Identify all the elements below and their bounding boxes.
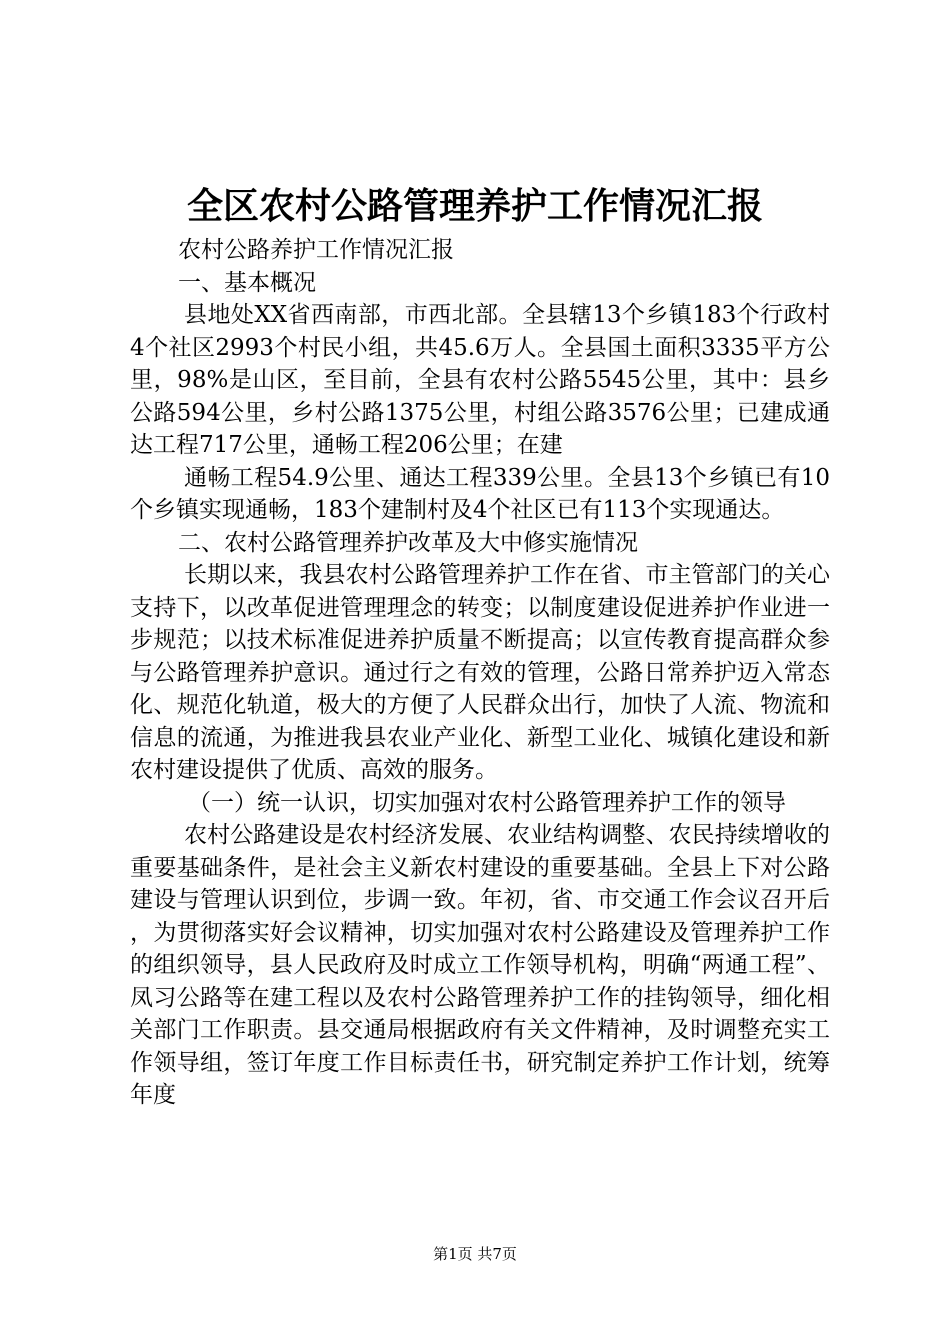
document-body xyxy=(130,234,830,1112)
paragraph-subtitle: 农村公路养护工作情况汇报 xyxy=(178,237,454,263)
document-title: 全区农村公路管理养护工作情况汇报 xyxy=(186,185,763,227)
paragraph-overview: 县地处XX省西南部，市西北部。全县辖13个乡镇183个行政村4个社区2993个村民小组，共45.6万人。全县国土面积3335平方公里，98%是山区，至目前，全县有农村公路5545公里，其中：县乡公路594公里，乡村公路1375公里，村组公路3576公里；已建成通达工程717公里，通畅工程206公里；在建 xyxy=(130,302,830,458)
page-footer: 第1页 共7页 xyxy=(433,1245,517,1263)
paragraph-leadership: 农村公路建设是农村经济发展、农业结构调整、农民持续增收的重要基础条件，是社会主义新农村建设的重要基础。全县上下对公路建设与管理认识到位，步调一致。年初，省、市交通工作会议召开后，为贯彻落实好会议精神，切实加强对农村公路建设及管理养护工作的组织领导，县人民政府及时成立工作领导机构，明确“两通工程”、凤习公路等在建工程以及农村公路管理养护工作的挂钩领导，细化相关部门工作职责。县交通局根据政府有关文件精神，及时调整充实工作领导组，签订年度工作目标责任书，研究制定养护工作计划，统筹年度 xyxy=(130,822,830,1108)
subsection-heading-leadership: （一）统一认识，切实加强对农村公路管理养护工作的领导 xyxy=(188,789,786,816)
paragraph-overview-continued: 通畅工程54.9公里、通达工程339公里。全县13个乡镇已有10个乡镇实现通畅，183个建制村及4个社区已有113个实现通达。 xyxy=(130,464,830,523)
paragraph-reform: 长期以来，我县农村公路管理养护工作在省、市主管部门的关心支持下，以改革促进管理理念的转变；以制度建设促进养护作业进一步规范；以技术标准促进养护质量不断提高；以宣传教育提高群众参与公路管理养护意识。通过行之有效的管理，公路日常养护迈入常态化、规范化轨道，极大的方便了人民群众出行，加快了人流、物流和信息的流通，为推进我县农业产业化、新型工业化、城镇化建设和新农村建设提供了优质、高效的服务。 xyxy=(130,562,830,783)
section-heading-basic-overview: 一、基本概况 xyxy=(178,269,316,296)
section-heading-reform: 二、农村公路管理养护改革及大中修实施情况 xyxy=(178,529,638,556)
